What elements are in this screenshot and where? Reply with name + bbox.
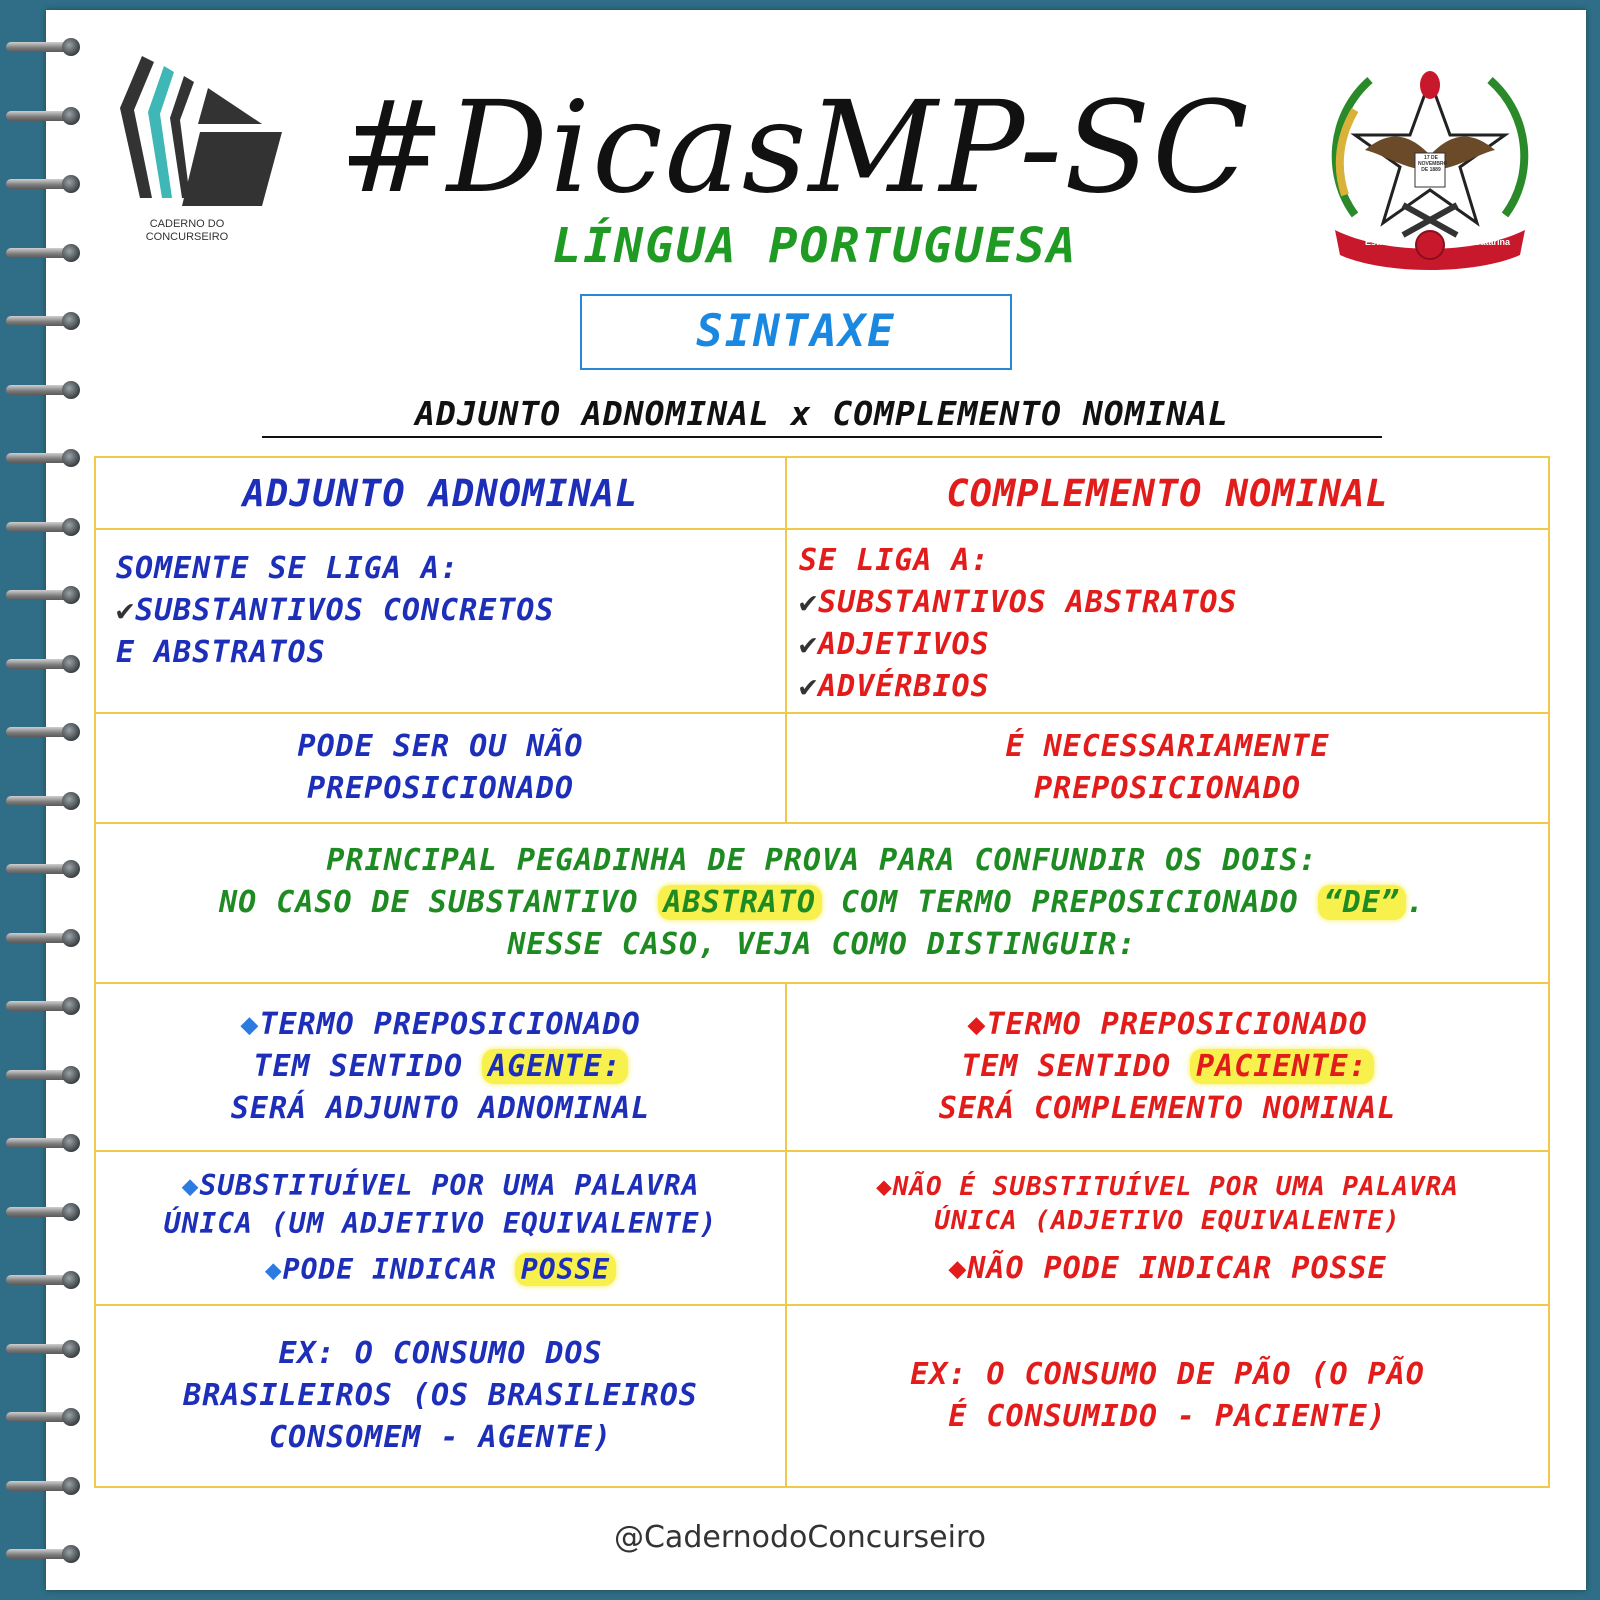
spiral-ring-icon bbox=[6, 107, 80, 125]
spiral-ring-icon bbox=[6, 586, 80, 604]
adjunto-liga-item: SUBSTANTIVOS CONCRETOS bbox=[135, 593, 555, 628]
highlight-agente: AGENTE: bbox=[482, 1049, 627, 1084]
highlight-abstrato: ABSTRATO bbox=[658, 885, 823, 920]
caderno-logo bbox=[112, 48, 292, 243]
pegadinha-text: COM TERMO PREPOSICIONADO bbox=[822, 885, 1318, 920]
pegadinha-line-2 bbox=[96, 882, 1548, 924]
pegadinha-text: NO CASO DE SUBSTANTIVO bbox=[219, 885, 658, 920]
check-icon: ✔ bbox=[799, 627, 819, 662]
complemento-preposicao-line: PREPOSICIONADO bbox=[1034, 771, 1301, 806]
adjunto-liga-title: SOMENTE SE LIGA A: bbox=[116, 551, 460, 586]
spiral-ring-icon bbox=[6, 792, 80, 810]
adjunto-substituivel-cell bbox=[95, 1151, 786, 1305]
complemento-substituivel-cell bbox=[786, 1151, 1549, 1305]
page-subtitle: LÍNGUA PORTUGUESA bbox=[552, 218, 1078, 274]
spiral-ring-icon bbox=[6, 1066, 80, 1084]
crest-ribbon-left: Estado de bbox=[1365, 237, 1409, 247]
check-icon: ✔ bbox=[799, 669, 819, 704]
adjunto-liga-cell bbox=[95, 529, 786, 713]
blue-diamond-icon: ◆ bbox=[181, 1169, 200, 1202]
crest-shield-line-3: DE 1889 bbox=[1421, 167, 1441, 173]
topic-box: SINTAXE bbox=[580, 294, 1012, 370]
adjunto-preposicao-cell bbox=[95, 713, 786, 823]
table-row bbox=[95, 713, 1549, 823]
pegadinha-line-3: NESSE CASO, VEJA COMO DISTINGUIR: bbox=[507, 927, 1137, 962]
crest-shield-line-1: 17 DE bbox=[1424, 155, 1438, 161]
adjunto-exemplo-cell bbox=[95, 1305, 786, 1487]
spiral-ring-icon bbox=[6, 38, 80, 56]
complemento-preposicao-cell bbox=[786, 713, 1549, 823]
book-logo-icon bbox=[112, 48, 292, 218]
complemento-substituivel-line: ÚNICA (ADJETIVO EQUIVALENTE) bbox=[934, 1206, 1401, 1236]
blue-diamond-icon: ◆ bbox=[264, 1253, 283, 1286]
table-header-row bbox=[95, 457, 1549, 529]
adjunto-agente-line: TEM SENTIDO bbox=[253, 1049, 483, 1084]
red-diamond-icon: ◆ bbox=[876, 1172, 893, 1202]
highlight-posse: POSSE bbox=[515, 1253, 616, 1286]
footer-handle: @CadernodoConcurseiro bbox=[613, 1520, 986, 1555]
spiral-ring-icon bbox=[6, 381, 80, 399]
column-header-complemento: COMPLEMENTO NOMINAL bbox=[786, 457, 1549, 529]
complemento-exemplo-cell bbox=[786, 1305, 1549, 1487]
blue-diamond-icon: ◆ bbox=[240, 1007, 260, 1042]
table-row bbox=[95, 983, 1549, 1151]
table-row bbox=[95, 1305, 1549, 1487]
spiral-ring-icon bbox=[6, 1477, 80, 1495]
check-icon: ✔ bbox=[799, 585, 819, 620]
spiral-ring-icon bbox=[6, 1408, 80, 1426]
adjunto-agente-line: TERMO PREPOSICIONADO bbox=[259, 1007, 641, 1042]
adjunto-preposicao-line: PREPOSICIONADO bbox=[307, 771, 574, 806]
spiral-ring-icon bbox=[6, 244, 80, 262]
adjunto-preposicao-line: PODE SER OU NÃO bbox=[297, 729, 584, 764]
spiral-ring-icon bbox=[6, 1340, 80, 1358]
table-row bbox=[95, 1151, 1549, 1305]
highlight-de: “DE” bbox=[1318, 885, 1406, 920]
complemento-liga-item: SUBSTANTIVOS ABSTRATOS bbox=[818, 585, 1238, 620]
spiral-ring-icon bbox=[6, 997, 80, 1015]
spiral-ring-icon bbox=[6, 655, 80, 673]
check-icon: ✔ bbox=[116, 593, 136, 628]
table-row bbox=[95, 823, 1549, 983]
adjunto-exemplo-line: CONSOMEM - AGENTE) bbox=[268, 1420, 613, 1455]
complemento-preposicao-line: É NECESSARIAMENTE bbox=[1005, 729, 1330, 764]
spiral-binding bbox=[0, 0, 90, 1600]
complemento-paciente-line: SERÁ COMPLEMENTO NOMINAL bbox=[938, 1091, 1397, 1126]
adjunto-agente-line: SERÁ ADJUNTO ADNOMINAL bbox=[230, 1091, 651, 1126]
complemento-liga-item: ADJETIVOS bbox=[818, 627, 990, 662]
logo-text-line-1: CADERNO DO bbox=[149, 218, 225, 230]
pegadinha-text: . bbox=[1405, 885, 1425, 920]
spiral-ring-icon bbox=[6, 175, 80, 193]
spiral-ring-icon bbox=[6, 1203, 80, 1221]
complemento-paciente-line: TEM SENTIDO bbox=[961, 1049, 1191, 1084]
complemento-paciente-cell bbox=[786, 983, 1549, 1151]
section-heading: ADJUNTO ADNOMINAL x COMPLEMENTO NOMINAL bbox=[262, 392, 1382, 438]
spiral-ring-icon bbox=[6, 723, 80, 741]
adjunto-substituivel-line: SUBSTITUÍVEL POR UMA PALAVRA bbox=[199, 1169, 700, 1202]
page-title: #DicasMP-SC bbox=[339, 74, 1251, 221]
pegadinha-cell bbox=[95, 823, 1549, 983]
complemento-liga-item: ADVÉRBIOS bbox=[818, 669, 990, 704]
spiral-ring-icon bbox=[6, 1271, 80, 1289]
adjunto-agente-cell bbox=[95, 983, 786, 1151]
comparison-table bbox=[94, 456, 1550, 1488]
spiral-ring-icon bbox=[6, 449, 80, 467]
spiral-ring-icon bbox=[6, 518, 80, 536]
complemento-paciente-line: TERMO PREPOSICIONADO bbox=[986, 1007, 1368, 1042]
red-diamond-icon: ◆ bbox=[967, 1007, 987, 1042]
complemento-substituivel-line: NÃO É SUBSTITUÍVEL POR UMA PALAVRA bbox=[892, 1172, 1459, 1202]
spiral-ring-icon bbox=[6, 1134, 80, 1152]
spiral-ring-icon bbox=[6, 860, 80, 878]
spiral-ring-icon bbox=[6, 312, 80, 330]
pegadinha-line-1: PRINCIPAL PEGADINHA DE PROVA PARA CONFUNDIR OS DOIS: bbox=[326, 843, 1318, 878]
highlight-paciente: PACIENTE: bbox=[1190, 1049, 1374, 1084]
column-header-adjunto: ADJUNTO ADNOMINAL bbox=[95, 457, 786, 529]
spiral-ring-icon bbox=[6, 929, 80, 947]
adjunto-liga-item: E ABSTRATOS bbox=[116, 635, 326, 670]
complemento-posse-line: NÃO PODE INDICAR POSSE bbox=[967, 1251, 1387, 1286]
adjunto-substituivel-line: ÚNICA (UM ADJETIVO EQUIVALENTE) bbox=[163, 1207, 718, 1240]
red-diamond-icon: ◆ bbox=[948, 1251, 968, 1286]
crest-shield-line-2: NOVEMBRO bbox=[1418, 161, 1448, 167]
crest-ribbon-right: Sta. Catarina bbox=[1455, 237, 1511, 247]
adjunto-exemplo-line: BRASILEIROS (OS BRASILEIROS bbox=[183, 1378, 698, 1413]
complemento-liga-cell bbox=[786, 529, 1549, 713]
complemento-exemplo-line: EX: O CONSUMO DE PÃO (O PÃO bbox=[910, 1357, 1425, 1392]
complemento-liga-title: SE LIGA A: bbox=[799, 543, 990, 578]
adjunto-exemplo-line: EX: O CONSUMO DOS bbox=[278, 1336, 603, 1371]
table-row bbox=[95, 529, 1549, 713]
adjunto-posse-line: PODE INDICAR bbox=[282, 1253, 515, 1286]
logo-text-line-2: CONCURSEIRO bbox=[145, 231, 229, 243]
complemento-exemplo-line: É CONSUMIDO - PACIENTE) bbox=[948, 1399, 1387, 1434]
santa-catarina-crest bbox=[1325, 55, 1535, 275]
